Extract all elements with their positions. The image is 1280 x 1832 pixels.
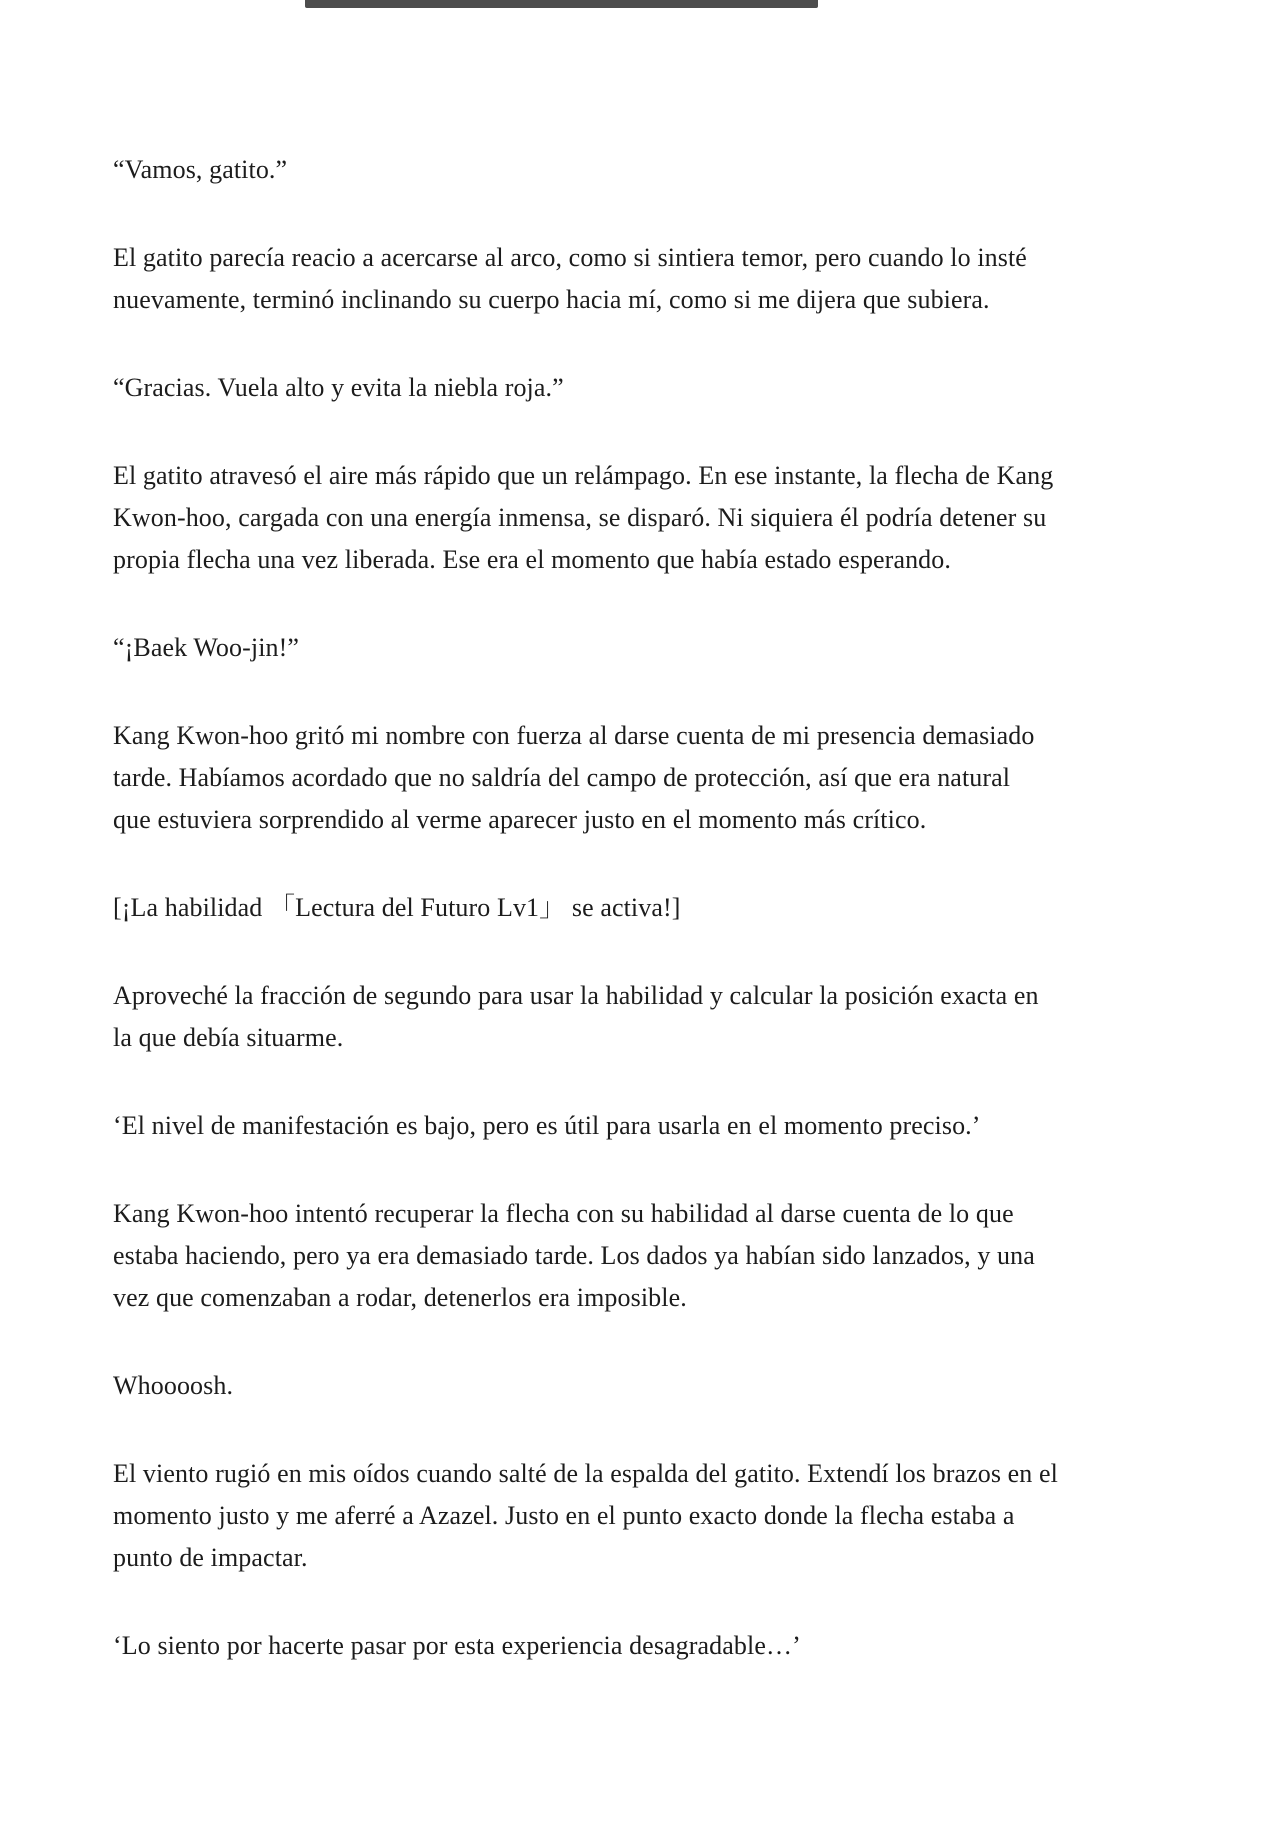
paragraph xyxy=(113,367,1167,409)
text-line: momento justo y me aferré a Azazel. Justo en el punto exacto donde la flecha estaba a xyxy=(113,1501,1015,1530)
paragraph xyxy=(113,455,1167,581)
paragraph xyxy=(113,887,1167,929)
text-line: “Gracias. Vuela alto y evita la niebla roja.” xyxy=(113,373,564,402)
text-line: que estuviera sorprendido al verme aparecer justo en el momento más crítico. xyxy=(113,805,927,834)
paragraph xyxy=(113,1625,1167,1667)
text-line: vez que comenzaban a rodar, detenerlos era imposible. xyxy=(113,1283,687,1312)
paragraph xyxy=(113,1193,1167,1319)
text-line: Kang Kwon-hoo intentó recuperar la flecha con su habilidad al darse cuenta de lo que xyxy=(113,1199,1014,1228)
paragraph xyxy=(113,1453,1167,1579)
paragraph xyxy=(113,1365,1167,1407)
text-line: Kwon-hoo, cargada con una energía inmensa, se disparó. Ni siquiera él podría detener su xyxy=(113,503,1047,532)
text-line: ‘Lo siento por hacerte pasar por esta experiencia desagradable…’ xyxy=(113,1631,801,1660)
text-line: El gatito atravesó el aire más rápido que un relámpago. En ese instante, la flecha de Kang xyxy=(113,461,1054,490)
paragraph xyxy=(113,149,1167,191)
text-line: estaba haciendo, pero ya era demasiado tarde. Los dados ya habían sido lanzados, y una xyxy=(113,1241,1035,1270)
text-line: Whoooosh. xyxy=(113,1371,234,1400)
text-line: [¡La habilidad 「Lectura del Futuro Lv1」 se activa!] xyxy=(113,893,681,922)
top-progress-bar xyxy=(305,0,818,8)
document-body xyxy=(113,149,1167,1713)
paragraph xyxy=(113,627,1167,669)
paragraph xyxy=(113,1105,1167,1147)
text-line: Kang Kwon-hoo gritó mi nombre con fuerza al darse cuenta de mi presencia demasiado xyxy=(113,721,1035,750)
text-line: punto de impactar. xyxy=(113,1543,308,1572)
text-line: nuevamente, terminó inclinando su cuerpo hacia mí, como si me dijera que subiera. xyxy=(113,285,990,314)
text-line: la que debía situarme. xyxy=(113,1023,344,1052)
text-line: “¡Baek Woo-jin!” xyxy=(113,633,300,662)
paragraph xyxy=(113,237,1167,321)
text-line: El viento rugió en mis oídos cuando salté de la espalda del gatito. Extendí los brazos en el xyxy=(113,1459,1058,1488)
text-line: Aproveché la fracción de segundo para usar la habilidad y calcular la posición exacta en xyxy=(113,981,1039,1010)
text-line: tarde. Habíamos acordado que no saldría del campo de protección, así que era natural xyxy=(113,763,1011,792)
text-line: El gatito parecía reacio a acercarse al arco, como si sintiera temor, pero cuando lo insté xyxy=(113,243,1027,272)
text-line: propia flecha una vez liberada. Ese era el momento que había estado esperando. xyxy=(113,545,951,574)
paragraph xyxy=(113,975,1167,1059)
text-line: “Vamos, gatito.” xyxy=(113,155,288,184)
paragraph xyxy=(113,715,1167,841)
text-line: ‘El nivel de manifestación es bajo, pero es útil para usarla en el momento preciso.’ xyxy=(113,1111,981,1140)
